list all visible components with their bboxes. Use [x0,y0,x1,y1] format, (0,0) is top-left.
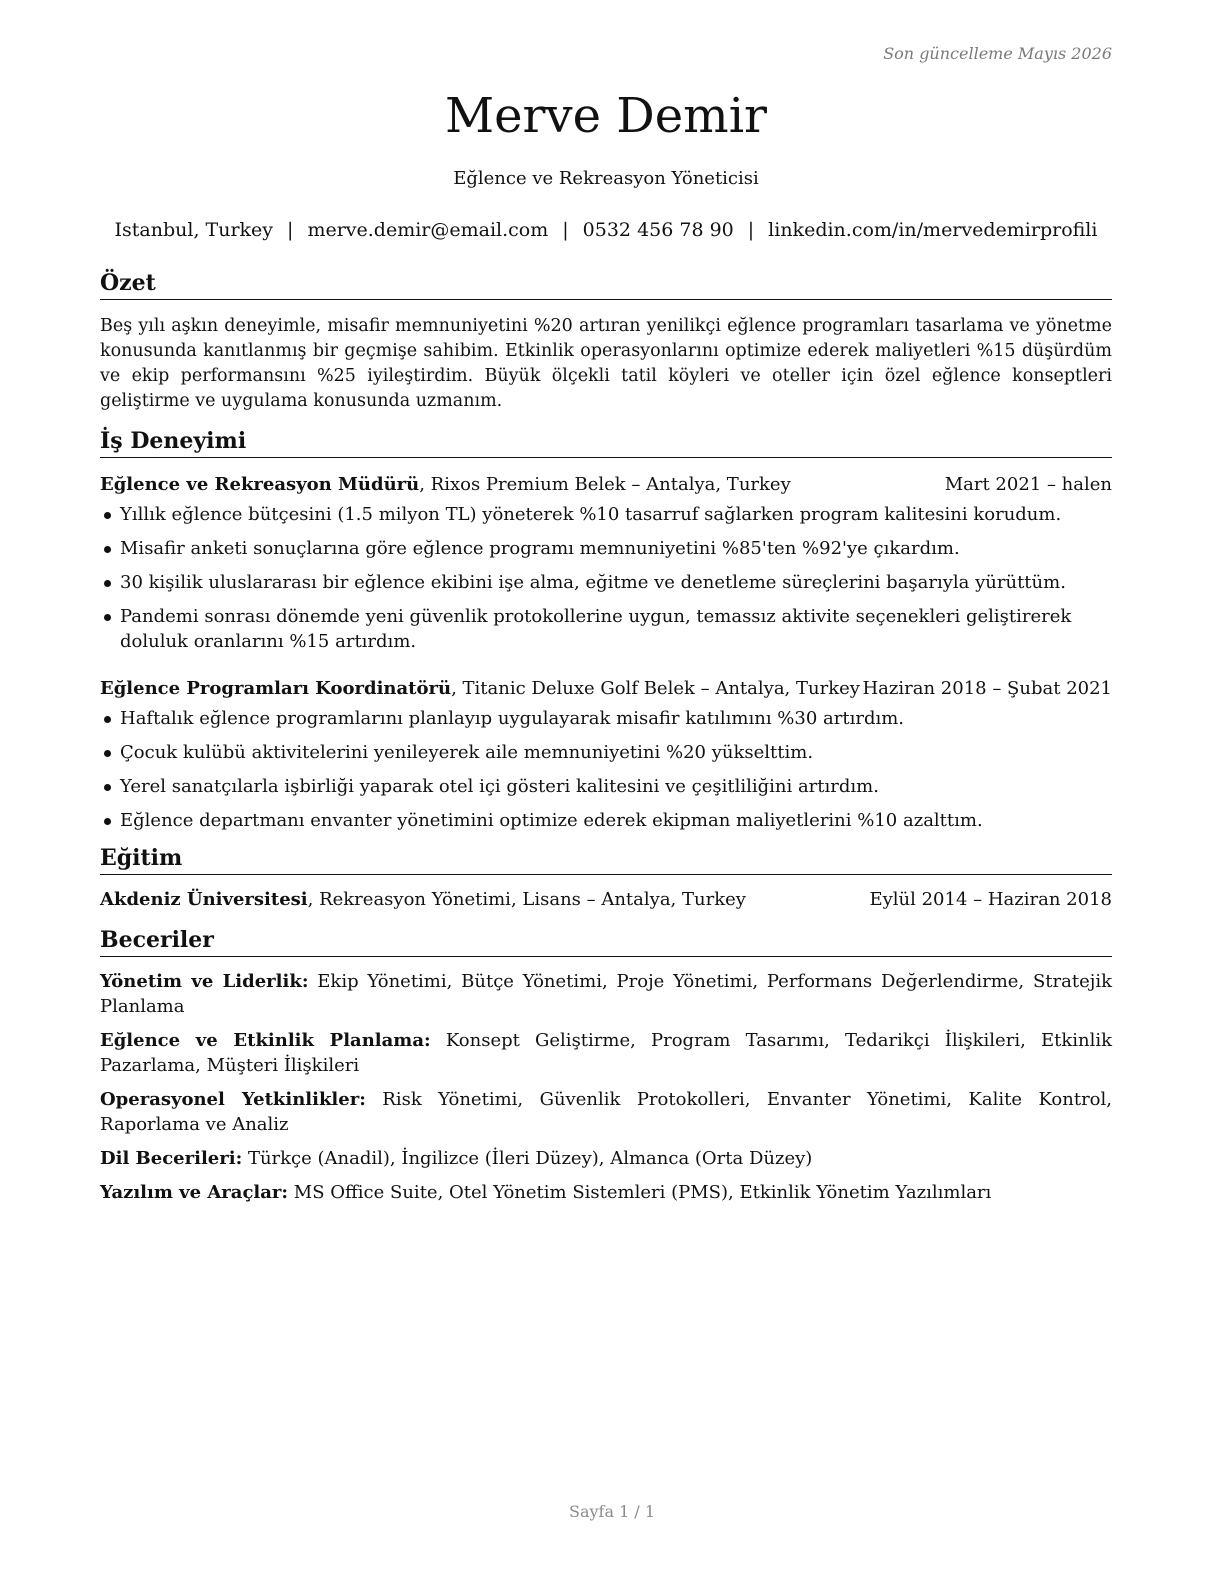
last-updated: Son güncelleme Mayıs 2026 [883,44,1112,63]
education-detail: , Rekreasyon Yönetimi, Lisans – Antalya, Turkey [307,889,746,910]
job-company: , Titanic Deluxe Golf Belek – Antalya, Turkey [451,678,860,699]
job-dates: Mart 2021 – halen [944,474,1112,495]
job-bullets [100,502,1112,654]
contact-separator: | [287,219,294,241]
job-company: , Rixos Premium Belek – Antalya, Turkey [419,474,791,495]
skill-value: Türkçe (Anadil), İngilizce (İleri Düzey), Almanca (Orta Düzey) [242,1148,813,1169]
contact-email[interactable]: merve.demir@email.com [307,219,549,241]
job-bullet: Haftalık eğlence programlarını planlayıp uygulayarak misafir katılımını %30 artırdım. [100,706,1112,731]
job-entry [100,472,1112,654]
skill-label: Yazılım ve Araçlar: [100,1182,289,1203]
section-heading-skills: Beceriler [100,925,1112,957]
experience-section [100,426,1112,833]
job-role-company [100,472,791,498]
skill-row [100,1180,1112,1205]
job-bullet: Eğlence departmanı envanter yönetimini optimize ederek ekipman maliyetlerini %10 azalttım. [100,808,1112,833]
skill-row [100,1087,1112,1137]
skill-row [100,1028,1112,1078]
skill-value: Ekip Yönetimi, Bütçe Yönetimi, Proje Yönetimi, Performans Değerlendirme, Stratejik Planlama [100,971,1112,1017]
job-bullet: Yerel sanatçılarla işbirliği yaparak otel içi gösteri kalitesini ve çeşitliliğini artırdım. [100,774,1112,799]
contact-linkedin[interactable]: linkedin.com/in/mervedemirprofili [768,219,1098,241]
job-entry [100,676,1112,833]
contact-separator: | [747,219,755,241]
job-bullet: Çocuk kulübü aktivitelerini yenileyerek aile memnuniyetini %20 yükselttim. [100,740,1112,765]
skill-value: Risk Yönetimi, Güvenlik Protokolleri, Envanter Yönetimi, Kalite Kontrol, Raporlama ve Analiz [100,1089,1112,1135]
skill-label: Dil Becerileri: [100,1148,243,1169]
summary-text: Beş yılı aşkın deneyimle, misafir memnuniyetini %20 artıran yenilikçi eğlence programları tasarlama ve yönetme konusunda kanıtlanmış bir geçmişe sahibim. Etkinlik operasyonlarını optimize ederek maliyetleri %15 düşürdüm ve ekip performansını %25 iyileştirdim. Büyük ölçekli tatil köyleri ve oteller için özel eğlence konseptleri geliştirme ve uygulama konusunda uzmanım. [100,316,1112,411]
section-heading-education: Eğitim [100,843,1112,875]
education-section [100,843,1112,913]
education-school-detail [100,887,746,913]
page-number: Sayfa 1 / 1 [568,1502,655,1521]
summary-section [100,268,1112,414]
job-bullet: Misafir anketi sonuçlarına göre eğlence programı memnuniyetini %85'ten %92'ye çıkardım. [100,536,1112,561]
contact-line [100,219,1112,241]
section-heading-summary: Özet [100,268,1112,300]
skill-label: Eğlence ve Etkinlik Planlama: [100,1030,431,1051]
job-role: Eğlence Programları Koordinatörü [100,678,452,699]
education-school: Akdeniz Üniversitesi [100,889,308,910]
contact-phone: 0532 456 78 90 [582,219,734,241]
skill-value: Konsept Geliştirme, Program Tasarımı, Tedarikçi İlişkileri, Etkinlik Pazarlama, Müşteri İlişkileri [100,1030,1112,1076]
education-dates: Eylül 2014 – Haziran 2018 [869,889,1112,910]
section-heading-experience: İş Deneyimi [100,426,1112,458]
contact-separator: | [562,219,569,241]
job-role: Eğlence ve Rekreasyon Müdürü [100,474,420,495]
job-header [100,472,1112,498]
job-bullet: Pandemi sonrası dönemde yeni güvenlik protokollerine uygun, temassız aktivite seçenekleri geliştirerek doluluk oranlarını %15 artırdım. [100,604,1112,654]
job-bullet: 30 kişilik uluslararası bir eğlence ekibini işe alma, eğitme ve denetleme süreçlerini başarıyla yürüttüm. [100,570,1112,595]
skill-row [100,969,1112,1019]
job-bullet: Yıllık eğlence bütçesini (1.5 milyon TL) yöneterek %10 tasarruf sağlarken program kalitesini korudum. [100,502,1112,527]
skill-label: Yönetim ve Liderlik: [100,971,309,992]
resume-content [100,268,1112,1215]
education-entry [100,887,1112,913]
contact-location: Istanbul, Turkey [114,219,274,241]
skills-section [100,925,1112,1205]
job-role-company [100,676,860,702]
job-bullets [100,706,1112,833]
skill-label: Operasyonel Yetkinlikler: [100,1089,366,1110]
skill-row [100,1146,1112,1171]
skill-value: MS Office Suite, Otel Yönetim Sistemleri (PMS), Etkinlik Yönetim Yazılımları [288,1182,992,1203]
candidate-name: Merve Demir [445,88,767,144]
job-dates: Haziran 2018 – Şubat 2021 [862,678,1112,699]
job-header [100,676,1112,702]
job-title: Eğlence ve Rekreasyon Yöneticisi [453,168,759,189]
